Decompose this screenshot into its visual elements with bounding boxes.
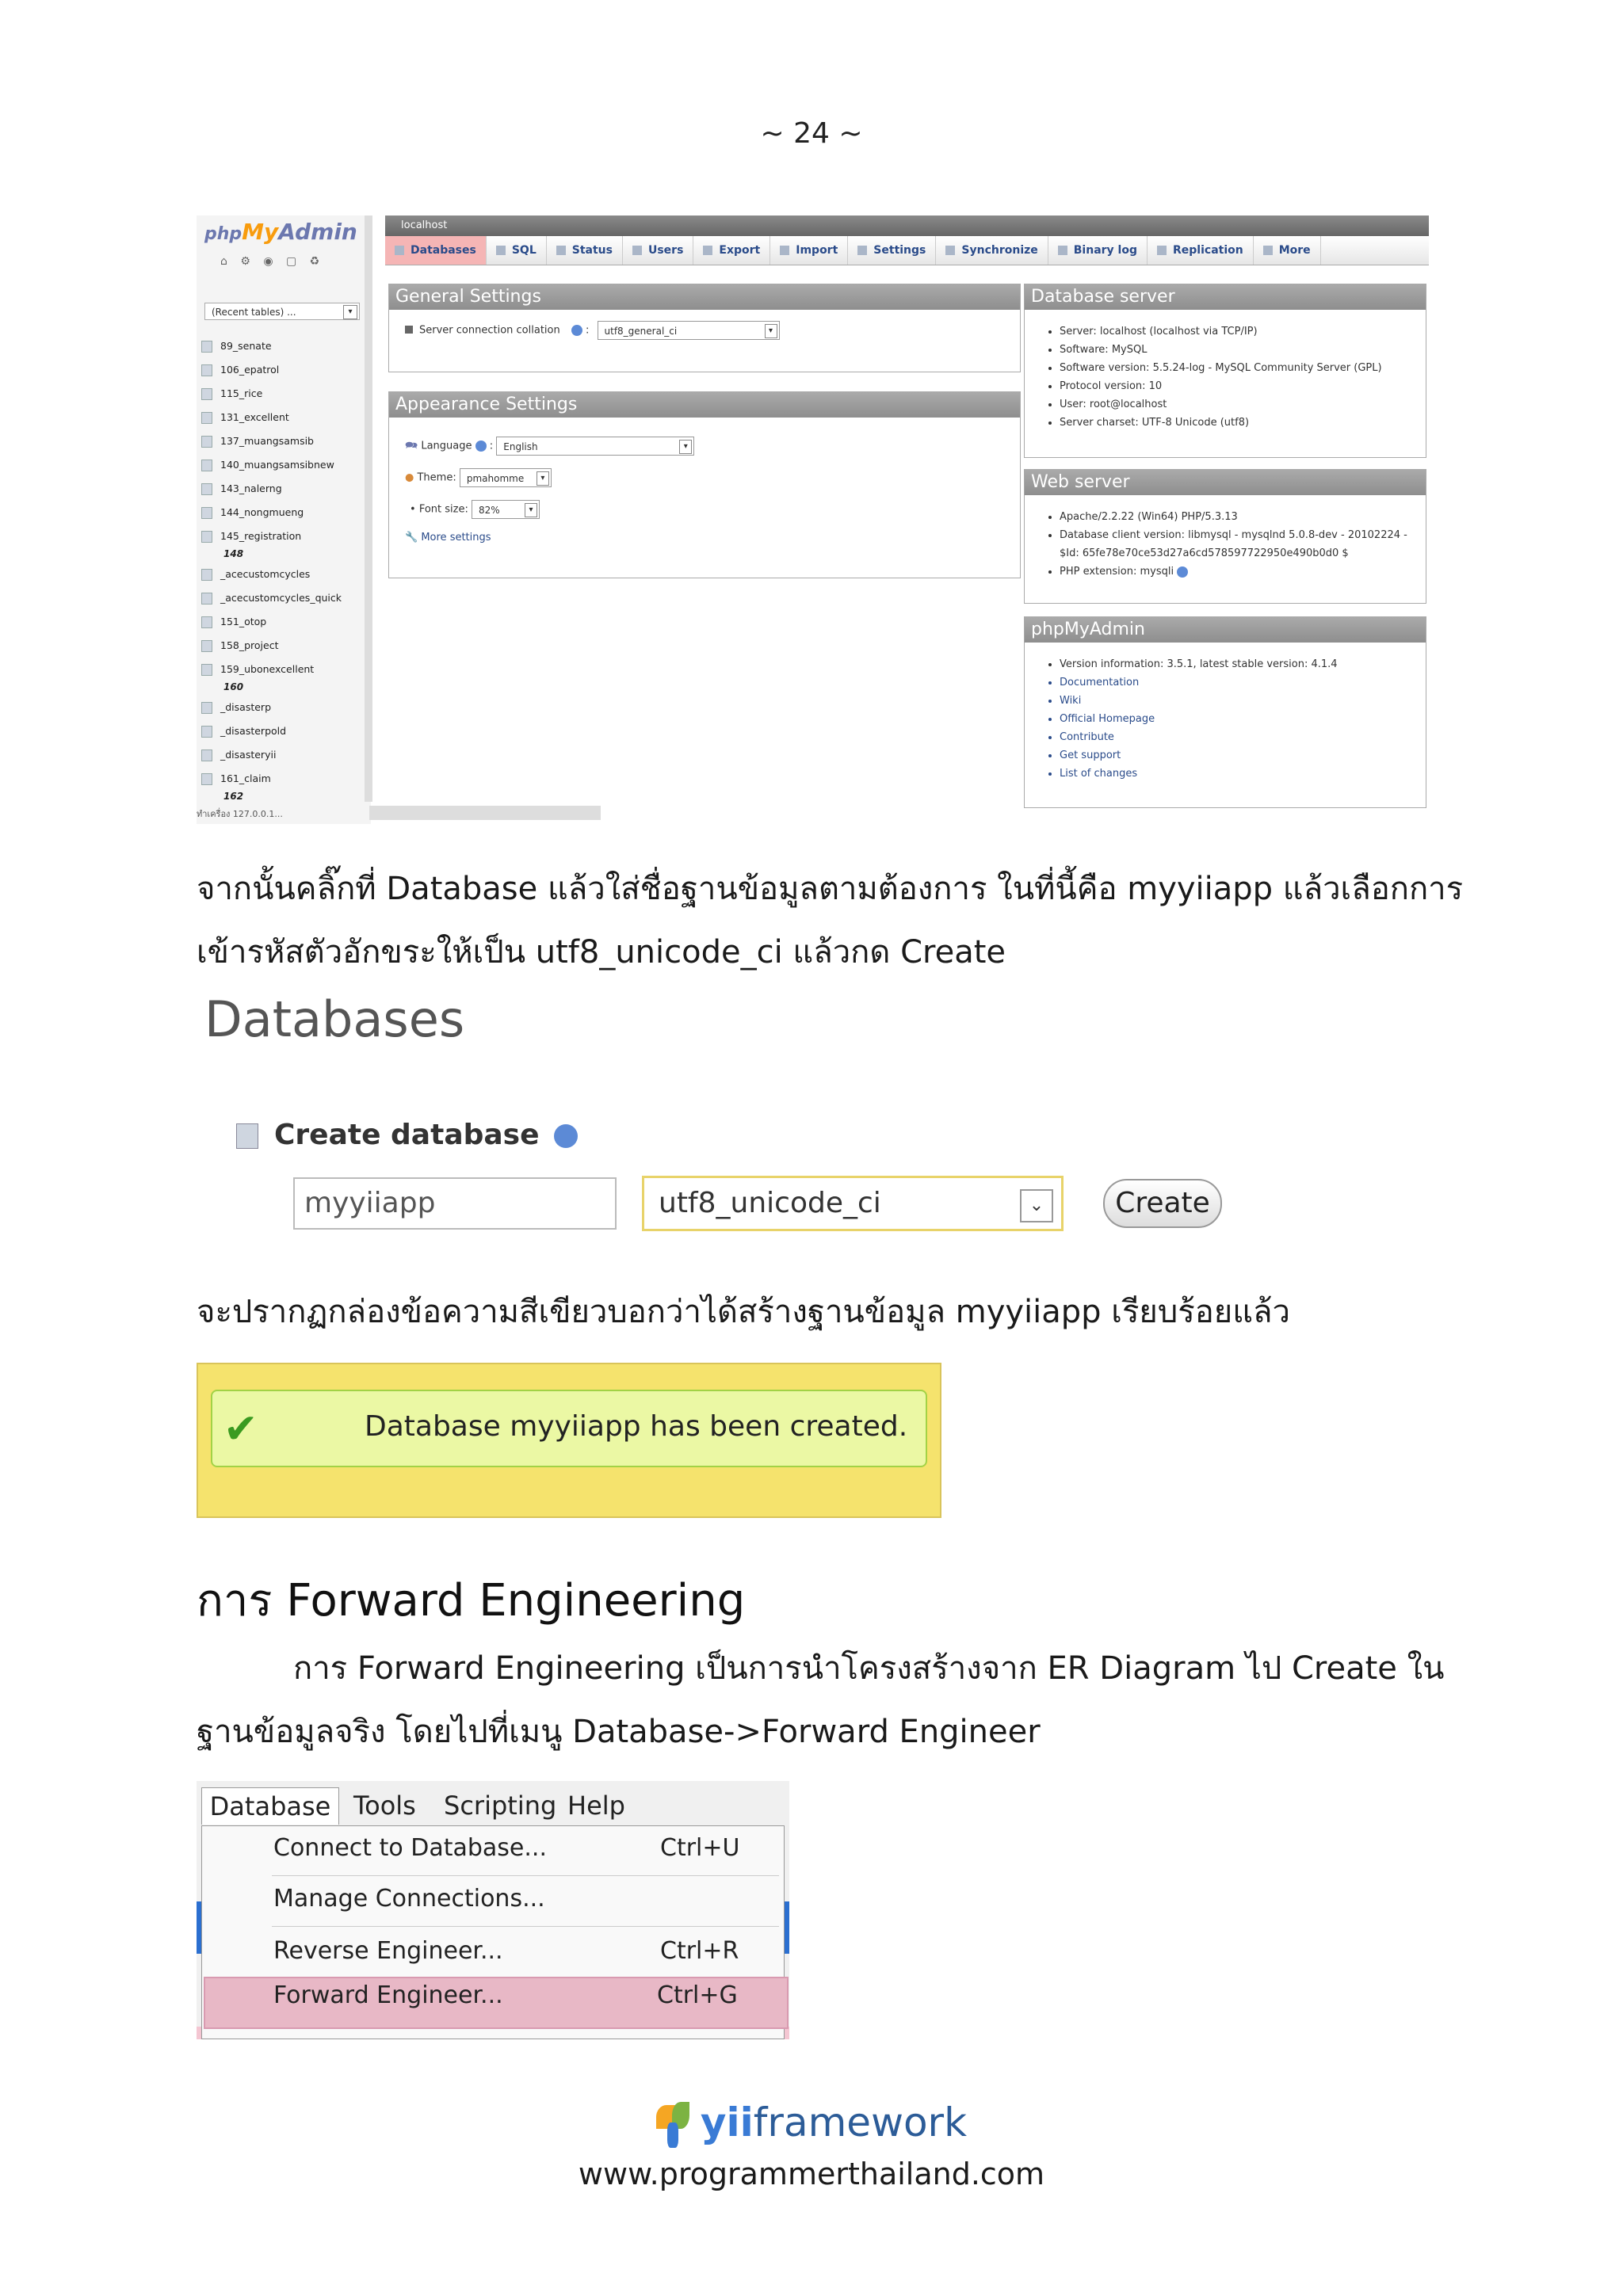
wrench-icon: 🔧 (405, 532, 418, 543)
database-icon (201, 640, 212, 652)
language-label: Language (421, 440, 472, 452)
tab-settings[interactable]: Settings (848, 236, 936, 265)
language-icon: 🗪 (405, 440, 418, 452)
collation-label: Server connection collation (419, 324, 560, 337)
menu-separator (272, 1926, 779, 1927)
tab-sql[interactable]: SQL (487, 236, 547, 265)
font-size-select[interactable]: 82% ▾ (472, 500, 540, 519)
paragraph-line: จะปรากฏกล่องข้อความสีเขียวบอกว่าได้สร้างฐานข้อมูล myyiiapp เรียบร้อยแล้ว (197, 1294, 1290, 1330)
help-icon[interactable] (1177, 566, 1188, 578)
database-item[interactable]: 131_excellent (201, 406, 342, 429)
list-item: • Apache/2.2.22 (Win64) PHP/5.3.13 (1060, 508, 1407, 526)
page-number: ~ 24 ~ (760, 117, 863, 150)
pma-logo: phpMyAdmin (204, 219, 357, 245)
database-item[interactable]: _acecustomcycles_quick (201, 586, 342, 610)
database-item[interactable]: 158_project (201, 634, 342, 658)
database-item[interactable]: 106_epatrol (201, 358, 342, 382)
scrollbar[interactable] (365, 215, 372, 802)
general-settings-panel: General Settings Server connection collation : utf8_general_ci ▾ (388, 284, 1021, 372)
pma-navigation (197, 215, 371, 824)
database-icon (201, 436, 212, 448)
chevron-down-icon: ⌄ (1020, 1189, 1053, 1222)
panel-title: Database server (1025, 284, 1426, 310)
create-button[interactable]: Create (1103, 1179, 1222, 1228)
tab-icon (780, 246, 789, 255)
shortcut-label: Ctrl+U (660, 1834, 740, 1862)
menu-tools[interactable]: Tools (353, 1791, 416, 1821)
database-item[interactable]: 143_nalerng (201, 477, 342, 501)
list-item: • Protocol version: 10 (1060, 377, 1382, 395)
list-item[interactable]: • List of changes (1060, 765, 1338, 783)
database-icon (201, 507, 212, 519)
chevron-down-icon: ▾ (525, 503, 537, 517)
section-heading: การ Forward Engineering (197, 1575, 746, 1627)
bullet-icon (405, 326, 413, 334)
website-url: www.programmerthailand.com (578, 2157, 1045, 2191)
list-item[interactable]: • Contribute (1060, 728, 1338, 746)
tab-import[interactable]: Import (770, 236, 848, 265)
list-item: • Server: localhost (localhost via TCP/IP) (1060, 322, 1382, 341)
pma-tab-bar (385, 236, 1429, 265)
tab-icon (703, 246, 712, 255)
database-icon (201, 460, 212, 471)
database-dropdown (201, 1825, 785, 2039)
theme-icon: ● (405, 471, 414, 484)
tab-icon (395, 246, 404, 255)
menu-scripting[interactable]: Scripting (444, 1791, 557, 1821)
database-item[interactable]: 144_nongmueng (201, 501, 342, 524)
database-server-info (1025, 322, 1382, 432)
chevron-down-icon: ▾ (537, 471, 549, 486)
database-item[interactable]: _disasterpold (201, 719, 342, 743)
database-item[interactable]: 159_ubonexcellent (201, 658, 342, 681)
list-item: • Software version: 5.5.24-log - MySQL Community Server (GPL) (1060, 359, 1382, 377)
database-item[interactable]: _acecustomcycles (201, 563, 342, 586)
list-item: • Database client version: libmysql - mysqlnd 5.0.8-dev - 20102224 - $Id: 65fe78e70ce53d27a6cd578597722950e490b0d0 $ (1060, 526, 1407, 563)
breadcrumb[interactable]: localhost (385, 215, 1429, 236)
phpmyadmin-info (1025, 655, 1338, 783)
panel-title: Web server (1025, 470, 1426, 495)
recent-tables-select[interactable]: (Recent tables) ... ▾ (204, 303, 360, 320)
paragraph-line: การ Forward Engineering เป็นการนำโครงสร้างจาก ER Diagram ไป Create ใน (293, 1650, 1445, 1687)
chevron-down-icon: ▾ (765, 324, 777, 338)
menu-database[interactable]: Database (201, 1787, 339, 1825)
help-icon[interactable] (554, 1124, 578, 1148)
database-icon (201, 616, 212, 628)
database-icon (201, 664, 212, 676)
panel-title: General Settings (389, 284, 1020, 310)
create-database-label: Create database (236, 1119, 578, 1151)
yii-leaf-icon (656, 2102, 693, 2149)
help-icon[interactable] (571, 325, 582, 336)
tab-icon (496, 246, 506, 255)
database-icon (201, 569, 212, 581)
database-icon (201, 388, 212, 400)
database-add-icon (236, 1123, 258, 1149)
phpmyadmin-screenshot (197, 215, 1429, 824)
help-icon[interactable] (475, 441, 487, 452)
tab-synchronize[interactable]: Synchronize (936, 236, 1048, 265)
home-icon[interactable]: ⌂ ⚙ ◉ ▢ ♻ (220, 255, 325, 268)
list-item[interactable]: • Official Homepage (1060, 710, 1338, 728)
appearance-settings-panel: Appearance Settings 🗪 Language : English ▾ ● Theme: pmahomme ▾ • Font size: 82% ▾ 🔧 More settings (388, 391, 1021, 578)
tab-users[interactable]: Users (623, 236, 693, 265)
database-icon (201, 773, 212, 785)
workbench-menu-screenshot (197, 1781, 789, 2039)
more-settings-link[interactable]: 🔧 More settings (405, 532, 491, 543)
tab-replication[interactable]: Replication (1148, 236, 1254, 265)
chevron-down-icon: ▾ (679, 440, 692, 454)
database-icon (201, 341, 212, 353)
tab-icon (556, 246, 566, 255)
theme-select[interactable]: pmahomme ▾ (460, 468, 552, 487)
paragraph-line: จากนั้นคลิ๊กที่ Database แล้วใส่ชื่อฐานข้อมูลตามต้องการ ในที่นี้คือ myyiiapp แล้วเลือกการ (197, 871, 1464, 907)
tab-status[interactable]: Status (547, 236, 623, 265)
menu-item-manage-connections[interactable]: Manage Connections... (273, 1885, 545, 1913)
menu-bar (197, 1781, 789, 1827)
web-server-info (1025, 508, 1407, 581)
list-item: • Software: MySQL (1060, 341, 1382, 359)
tab-icon (945, 246, 955, 255)
db-group-label: 148 (223, 548, 244, 559)
server-ip: ทำเครื่อง 127.0.0.1... (197, 809, 283, 819)
database-item[interactable]: 89_senate (201, 334, 342, 358)
list-item: • User: root@localhost (1060, 395, 1382, 414)
list-item: • Version information: 3.5.1, latest stable version: 4.1.4 (1060, 655, 1338, 673)
yii-logo: yiiframework (0, 2100, 1623, 2149)
databases-title: Databases (204, 990, 465, 1048)
database-icon (201, 593, 212, 605)
paragraph-line: ฐานข้อมูลจริง โดยไปที่เมนู Database->Forward Engineer (197, 1714, 1041, 1750)
horizontal-scrollbar[interactable] (369, 806, 601, 820)
tab-more[interactable]: More (1254, 236, 1321, 265)
web-server-panel (1024, 469, 1426, 604)
list-item: • PHP extension: mysqli (1060, 563, 1407, 581)
database-item[interactable]: _disasteryii (201, 743, 342, 767)
shortcut-label: Ctrl+R (660, 1937, 739, 1965)
database-item[interactable]: 145_registration (201, 524, 342, 548)
database-icon (201, 531, 212, 543)
database-item[interactable]: 161_claim (201, 767, 342, 791)
database-name-input[interactable]: myyiiapp (293, 1177, 617, 1230)
font-size-label: Font size: (418, 503, 468, 516)
database-list (201, 334, 342, 805)
menu-help[interactable]: Help (567, 1791, 625, 1821)
language-select[interactable]: English ▾ (496, 437, 694, 456)
tab-binary-log[interactable]: Binary log (1048, 236, 1148, 265)
database-icon (201, 702, 212, 714)
tab-icon (857, 246, 867, 255)
database-icon (201, 412, 212, 424)
menu-item-forward-engineer[interactable]: Forward Engineer... (273, 1981, 503, 2009)
list-item[interactable]: • Documentation (1060, 673, 1338, 692)
db-group-label: 160 (223, 681, 244, 692)
list-item[interactable]: • Wiki (1060, 692, 1338, 710)
database-icon (201, 364, 212, 376)
list-item[interactable]: • Get support (1060, 746, 1338, 765)
db-group-label: 162 (223, 791, 244, 802)
database-item[interactable]: 115_rice (201, 382, 342, 406)
success-message-text: Database myyiiapp has been created. (365, 1410, 908, 1443)
chevron-down-icon: ▾ (343, 305, 357, 319)
database-item[interactable]: 140_muangsamsibnew (201, 453, 342, 477)
tab-icon (1058, 246, 1067, 255)
menu-item-connect[interactable]: Connect to Database... (273, 1834, 547, 1862)
collation-select[interactable]: utf8_general_ci ▾ (598, 321, 780, 340)
menu-item-reverse-engineer[interactable]: Reverse Engineer... (273, 1937, 503, 1965)
database-icon (201, 726, 212, 738)
theme-label: Theme: (417, 471, 456, 484)
chevron-down-icon (1263, 246, 1273, 255)
database-icon (201, 749, 212, 761)
database-icon (201, 483, 212, 495)
tab-databases[interactable]: Databases (385, 236, 487, 265)
tab-icon (1157, 246, 1167, 255)
paragraph-line: เข้ารหัสตัวอักขระให้เป็น utf8_unicode_ci แล้วกด Create (197, 934, 1006, 971)
panel-title: Appearance Settings (389, 392, 1020, 418)
menu-separator (272, 1875, 779, 1876)
collation-select[interactable]: utf8_unicode_ci ⌄ (642, 1176, 1064, 1231)
database-item[interactable]: 151_otop (201, 610, 342, 634)
tab-icon (632, 246, 642, 255)
phpmyadmin-info-panel (1024, 616, 1426, 808)
panel-title: phpMyAdmin (1025, 617, 1426, 643)
database-item[interactable]: _disasterp (201, 696, 342, 719)
shortcut-label: Ctrl+G (657, 1981, 738, 2009)
list-item: • Server charset: UTF-8 Unicode (utf8) (1060, 414, 1382, 432)
database-server-panel (1024, 284, 1426, 458)
database-item[interactable]: 137_muangsamsib (201, 429, 342, 453)
checkmark-icon: ✔ (223, 1405, 258, 1453)
tab-export[interactable]: Export (693, 236, 770, 265)
background-bar (785, 1901, 789, 1954)
